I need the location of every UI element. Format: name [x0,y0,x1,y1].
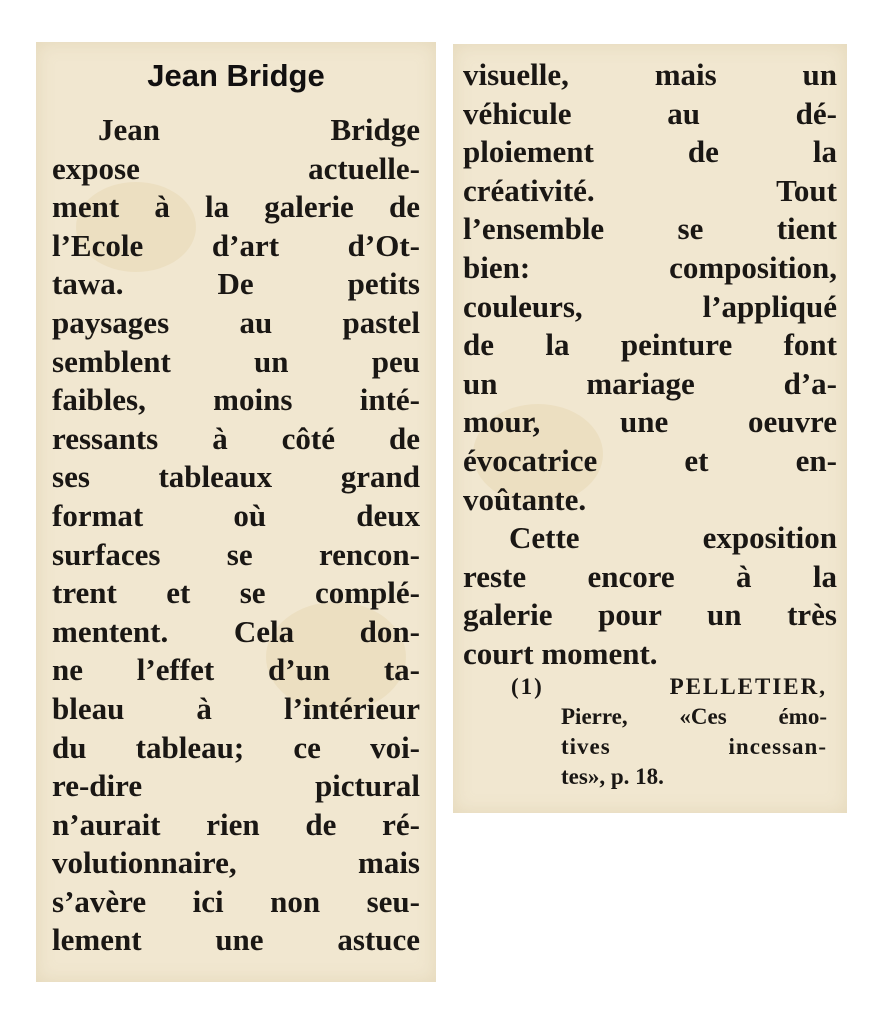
footnote-line: (1) PELLETIER, [511,674,827,699]
text-line: s’avère ici non seu- [52,883,420,919]
text-line: tawa. De petits [52,266,420,302]
text-line: faibles, moins inté- [52,382,420,418]
clipping-right [453,44,847,813]
text-line: volutionnaire, mais [52,845,420,881]
text-line: paysages au pastel [52,304,420,340]
text-line: véhicule au dé- [463,95,837,131]
footnote [453,672,847,792]
text-line: semblent un peu [52,343,420,379]
text-line: format où deux [52,497,420,533]
text-line: de la peinture font [463,327,837,363]
text-line: ne l’effet d’un ta- [52,652,420,688]
text-line: trent et se complé- [52,575,420,611]
footnote-line: tes», p. 18. [561,764,664,789]
text-line: couleurs, l’appliqué [463,288,837,324]
text-line: l’Ecole d’art d’Ot- [52,227,420,263]
text-line: expose actuelle- [52,150,420,186]
text-line: créativité. Tout [463,172,837,208]
footnote-line: Pierre, «Ces émo- [561,704,827,729]
text-line: évocatrice et en- [463,442,837,478]
text-line: visuelle, mais un [463,57,837,92]
text-line: mentent. Cela don- [52,613,420,649]
text-line: ressants à côté de [52,420,420,456]
text-line: un mariage d’a- [463,365,837,401]
right-column [463,56,837,674]
text-line: surfaces se rencon- [52,536,420,572]
article-title: Jean Bridge [147,58,325,93]
clipping-left [36,42,436,982]
text-line: n’aurait rien de ré- [52,806,420,842]
text-line: du tableau; ce voi- [52,729,420,765]
text-line: re-dire pictural [52,768,420,804]
text-line: mour, une oeuvre [463,404,837,440]
text-line: bien: composition, [463,249,837,285]
text-line: court moment. [463,635,658,671]
text-line: lement une astuce [52,922,420,958]
text-line: Jean Bridge [98,112,420,147]
footnote-line: tives incessan- [561,734,827,759]
text-line: l’ensemble se tient [463,211,837,247]
text-line: ploiement de la [463,134,837,170]
text-line: Cette exposition [509,520,837,556]
text-line: voûtante. [463,481,587,517]
text-line: galerie pour un très [463,597,837,633]
left-column [52,111,420,960]
text-line: ses tableaux grand [52,459,420,495]
text-line: reste encore à la [463,558,837,594]
text-line: bleau à l’intérieur [52,690,420,726]
text-line: ment à la galerie de [52,189,420,225]
